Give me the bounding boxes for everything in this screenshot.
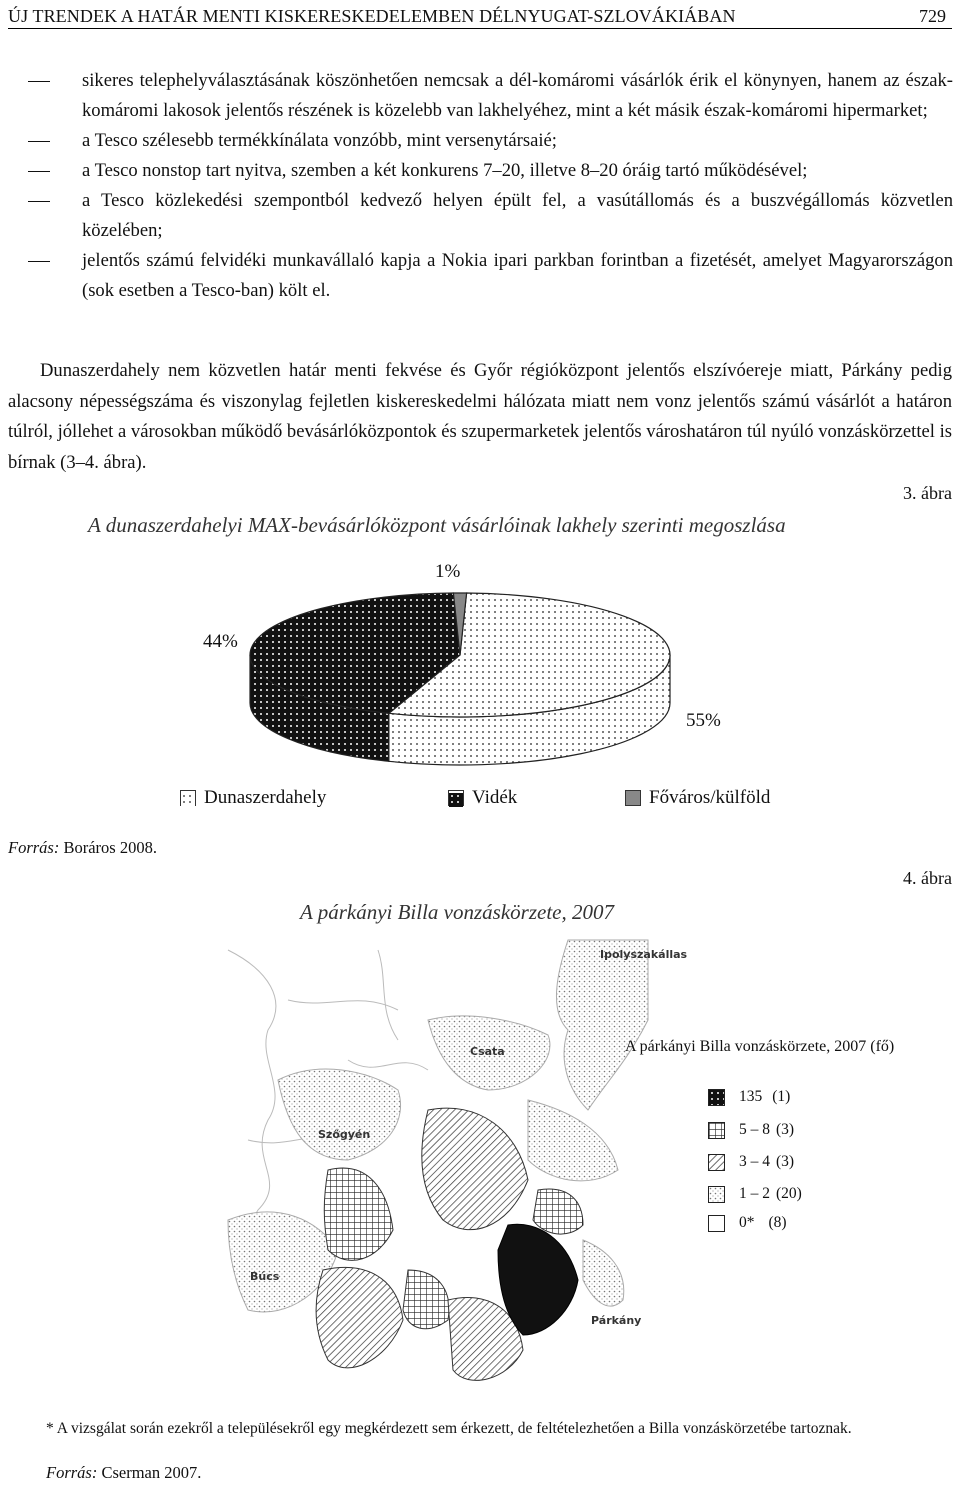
figure-4-title: A párkányi Billa vonzáskörzete, 2007 (300, 900, 614, 924)
figure-3-source: Forrás: Boráros 2008. (8, 838, 157, 857)
map-legend-item: 135 (1) (708, 1088, 790, 1106)
page-number: 729 (919, 6, 946, 26)
region-grid-2 (533, 1189, 583, 1234)
region-east-light (583, 1240, 624, 1306)
pie-label-other: 1% (435, 561, 461, 582)
region-hatch-2 (316, 1267, 403, 1367)
region-east-1 (528, 1100, 618, 1181)
dotted-swatch-icon (180, 790, 196, 806)
list-item: a Tesco szélesebb termékkínálata vonzóbb, mint versenytársaié; (82, 130, 557, 151)
town-label: Szőgyén (318, 1128, 371, 1141)
map-legend-title: A párkányi Billa vonzáskörzete, 2007 (fő) (625, 1038, 895, 1055)
figure-3-label: 3. ábra (903, 483, 952, 503)
region-ipolyszakallas (556, 940, 648, 1110)
map-legend-item: 1 – 2 (20) (708, 1185, 802, 1203)
list-item: a Tesco nonstop tart nyitva, szemben a két konkurens 7–20, illetve 8–20 óráig tartó működésével; (82, 160, 808, 181)
pie-label-dunaszerdahely: 55% (686, 710, 721, 731)
running-title: ÚJ TRENDEK A HATÁR MENTI KISKERESKEDELEMBEN DÉLNYUGAT-SZLOVÁKIÁBAN (8, 6, 736, 26)
grid-swatch-icon (708, 1122, 725, 1139)
region-hatch-1 (422, 1108, 528, 1230)
legend-item-fovaros: Főváros/külföld (625, 787, 770, 809)
pie-label-videk: 44% (203, 631, 238, 652)
figure-4-source: Forrás: Cserman 2007. (46, 1463, 202, 1482)
town-label: Búcs (250, 1270, 280, 1283)
figure-4-label: 4. ábra (903, 868, 952, 888)
body-paragraph: Dunaszerdahely nem közvetlen határ menti fekvése és Győr régióközpont jelentős elszívóereje miatt, Párkány pedig alacsony népességszáma és viszonylag fejletlen kiskereskedelmi hálózata miatt nem vonz jelentős számú vásárlót a határon túlról, jóllehet a városokban működő bevásárlóközpontok és szupermarketek jelentős városhatáron túl nyúló vonzáskörzettel is bírnak (3–4. ábra). (8, 360, 952, 473)
list-item: jelentős számú felvidéki munkavállaló kapja a Nokia ipari parkban forintban a fizetését, amelyet Magyarországon (sok esetben a Tesco-ban) költ el. (82, 250, 953, 301)
list-item: a Tesco közlekedési szempontból kedvező helyen épült fel, a vasútállomás és a buszvégállomás közvetlen közelében; (82, 190, 953, 241)
region-grid-3 (403, 1270, 449, 1329)
light-dots-swatch-icon (708, 1186, 725, 1203)
town-label: Ipolyszakállas (600, 948, 688, 961)
bullet-list (28, 66, 953, 306)
town-label: Párkány (591, 1314, 642, 1327)
hatch-swatch-icon (708, 1154, 725, 1171)
pie-chart (240, 585, 690, 765)
empty-swatch-icon (708, 1215, 725, 1232)
region-grid-1 (324, 1168, 393, 1260)
town-label: Csata (470, 1045, 505, 1058)
legend-item-dunaszerdahely: Dunaszerdahely (180, 787, 326, 809)
dark-swatch-icon (448, 790, 464, 806)
legend-item-videk: Vidék (448, 787, 517, 809)
running-header (8, 4, 952, 29)
region-szogyen (278, 1069, 401, 1160)
list-item: sikeres telephelyválasztásának köszönhetően nemcsak a dél-komáromi vásárlók érik el könynyen, hanem az észak-komáromi lakosok jelentős részének is közelebb van lakhelyéhez, mint a két másik észak-komáromi hipermarket; (82, 70, 953, 121)
map-legend-item: 5 – 8 (3) (708, 1121, 794, 1139)
map (228, 940, 688, 1410)
gray-swatch-icon (625, 790, 641, 806)
footnote: * A vizsgálat során ezekről a településekről egy megkérdezett sem érkezett, de feltételezhetően a Billa vonzáskörzetébe tartoznak. (46, 1420, 852, 1437)
map-legend-item: 3 – 4 (3) (708, 1153, 794, 1171)
map-legend-item: 0* (8) (708, 1214, 787, 1232)
dark-dots-swatch-icon (708, 1089, 725, 1106)
figure-3-title: A dunaszerdahelyi MAX-bevásárlóközpont vásárlóinak lakhely szerinti megoszlása (88, 513, 786, 537)
